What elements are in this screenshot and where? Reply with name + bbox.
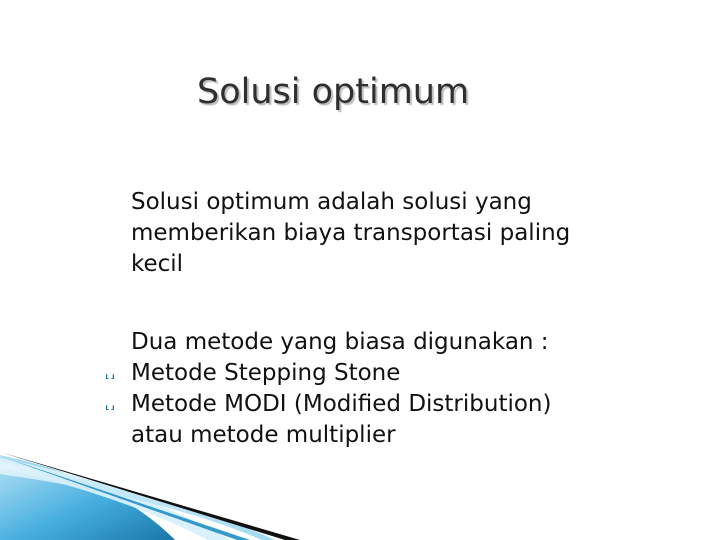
definition-line: memberikan biaya transportasi paling bbox=[131, 220, 571, 246]
method-item-text: Metode Stepping Stone bbox=[131, 360, 401, 386]
bracket-bullet-icon: ⸤⸥ bbox=[104, 366, 116, 381]
method-item-text: Metode MODI (Modified Distribution) bbox=[131, 391, 552, 417]
method-item-continuation: atau metode multiplier bbox=[131, 422, 396, 448]
methods-paragraph bbox=[104, 327, 691, 451]
slide-title: Solusi optimum bbox=[197, 72, 470, 112]
method-list-item bbox=[104, 358, 691, 389]
methods-intro: Dua metode yang biasa digunakan : bbox=[131, 329, 549, 355]
definition-line: kecil bbox=[131, 251, 184, 277]
bracket-bullet-icon: ⸤⸥ bbox=[104, 397, 116, 412]
method-list-item bbox=[104, 389, 691, 420]
definition-line: Solusi optimum adalah solusi yang bbox=[131, 189, 532, 215]
definition-paragraph bbox=[131, 187, 671, 280]
